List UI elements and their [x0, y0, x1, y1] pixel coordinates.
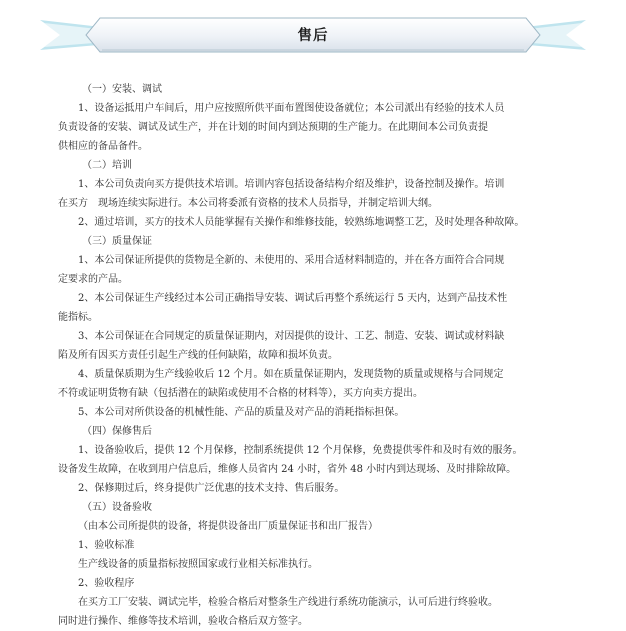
section-heading: （三）质量保证	[82, 236, 152, 247]
body-line: 1、验收标准	[78, 540, 135, 551]
body-line: 负责设备的安装、调试及试生产，并在计划的时间内到达预期的生产能力。在此期间本公司负责提	[58, 122, 488, 133]
body-line: 在买方 现场连续实际进行。本公司将委派有资格的技术人员指导，并制定培训大纲。	[58, 198, 438, 209]
body-line: 同时进行操作、维修等技术培训，验收合格后双方签字。	[58, 616, 308, 627]
title-banner	[40, 14, 586, 54]
body-line: 5、本公司对所供设备的机械性能、产品的质量及对产品的消耗指标担保。	[78, 407, 405, 418]
body-line: 2、通过培训，买方的技术人员能掌握有关操作和维修技能，较熟练地调整工艺，及时处理各种故障。	[78, 217, 525, 228]
body-line: 1、设备运抵用户车间后，用户应按照所供平面布置图使设备就位；本公司派出有经验的技术人员	[78, 103, 505, 114]
body-line: 1、本公司负责向买方提供技术培训。培训内容包括设备结构介绍及维护，设备控制及操作。培训	[78, 179, 505, 190]
body-line: 能指标。	[58, 312, 98, 323]
section-heading: （五）设备验收	[82, 502, 152, 513]
page-title: 售后	[297, 26, 329, 44]
body-line: 3、本公司保证在合同规定的质量保证期内，对因提供的设计、工艺、制造、安装、调试或材料缺	[78, 331, 505, 342]
body-line: 不符或证明货物有缺（包括潜在的缺陷或使用不合格的材料等），买方向卖方提出。	[58, 388, 423, 399]
body-line: 2、本公司保证生产线经过本公司正确指导安装、调试后再整个系统运行 5 天内，达到产品技术性	[78, 293, 508, 304]
body-line: 1、设备验收后，提供 12 个月保修，控制系统提供 12 个月保修，免费提供零件和及时有效的服务。	[78, 445, 523, 456]
body-line: 生产线设备的质量指标按照国家或行业相关标准执行。	[78, 559, 318, 570]
body-line: 4、质量保质期为生产线验收后 12 个月。如在质量保证期内，发现货物的质量或规格与合同规定	[78, 369, 504, 380]
body-line: 定要求的产品。	[58, 274, 128, 285]
body-line: （由本公司所提供的设备，将提供设备出厂质量保证书和出厂报告）	[78, 521, 378, 532]
body-line: 2、验收程序	[78, 578, 135, 589]
section-heading: （四）保修售后	[82, 426, 152, 437]
body-line: 在买方工厂安装、调试完毕，检验合格后对整条生产线进行系统功能演示，认可后进行终验收。	[78, 597, 498, 608]
body-line: 供相应的备品备件。	[58, 141, 148, 152]
body-line: 陷及所有因买方责任引起生产线的任何缺陷，故障和损坏负责。	[58, 350, 338, 361]
document-body	[58, 80, 566, 631]
body-line: 设备发生故障，在收到用户信息后，维修人员省内 24 小时，省外 48 小时内到达现场、及时排除故障。	[58, 464, 517, 475]
body-line: 2、保修期过后，终身提供广泛优惠的技术支持、售后服务。	[78, 483, 345, 494]
section-heading: （一）安装、调试	[82, 84, 162, 95]
body-line: 1、本公司保证所提供的货物是全新的、未使用的、采用合适材料制造的，并在各方面符合合同规	[78, 255, 505, 266]
section-heading: （二）培训	[82, 160, 132, 171]
